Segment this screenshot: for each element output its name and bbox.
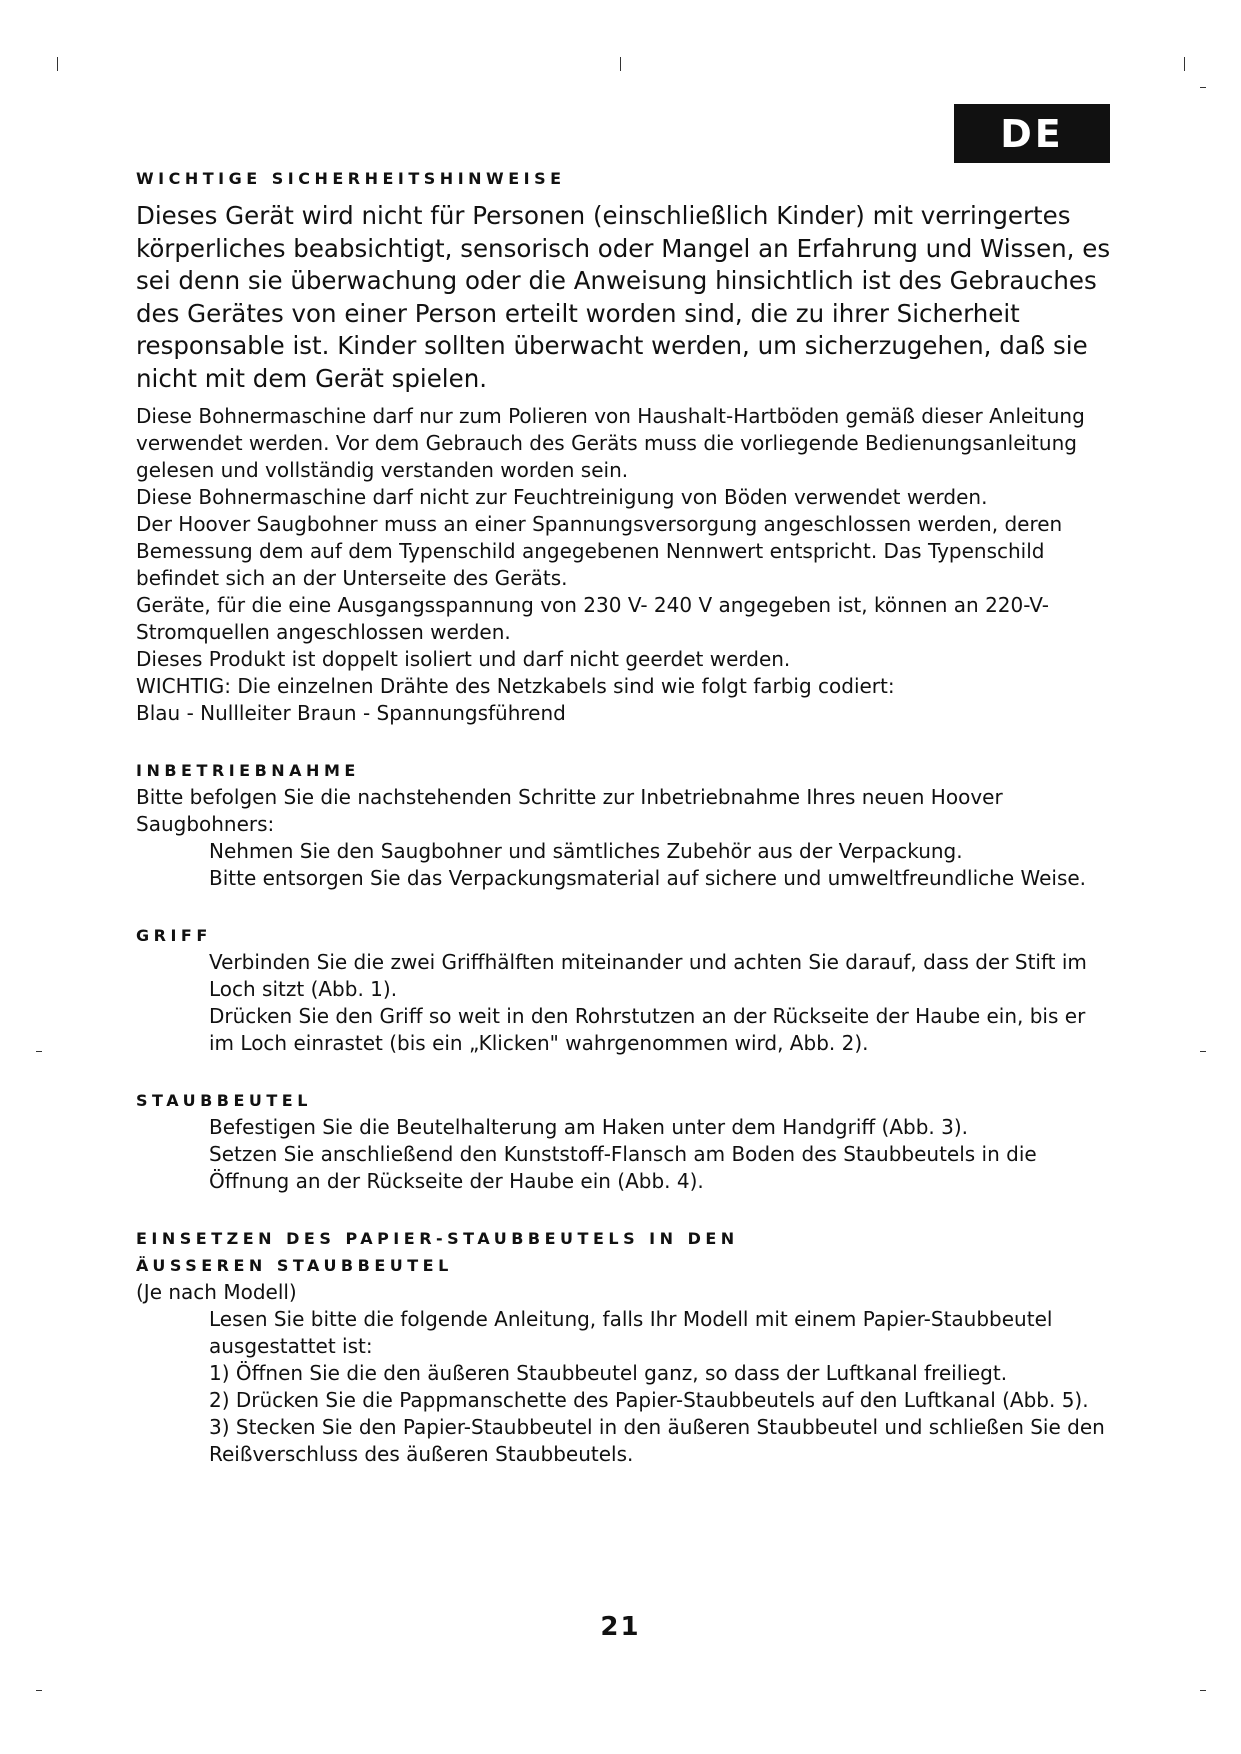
einsetzen-note: (Je nach Modell) [136,1280,297,1304]
safety-heading: WICHTIGE SICHERHEITSHINWEISE [136,169,566,188]
crop-mark [36,1690,42,1691]
safety-paragraph: WICHTIG: Die einzelnen Drähte des Netzkabels sind wie folgt farbig codiert: [136,674,895,698]
inbetriebnahme-text: Bitte befolgen Sie die nachstehenden Schritte zur Inbetriebnahme Ihres neuen Hoover Saugbohners: [136,785,1003,836]
einsetzen-heading-line2: ÄUSSEREN STAUBBEUTEL [136,1256,453,1275]
griff-item: Verbinden Sie die zwei Griffhälften miteinander und achten Sie darauf, dass der Stift im Loch sitzt (Abb. 1). [209,950,1087,1001]
inbetriebnahme-item: Bitte entsorgen Sie das Verpackungsmaterial auf sichere und umweltfreundliche Weise. [209,866,1087,890]
safety-paragraph: Blau - Nullleiter Braun - Spannungsführend [136,701,566,725]
section-inbetriebnahme [136,757,1116,892]
einsetzen-item: 3) Stecken Sie den Papier-Staubbeutel in den äußeren Staubbeutel und schließen Sie den Reißverschluss des äußeren Staubbeutels. [209,1415,1105,1466]
staubbeutel-item: Setzen Sie anschließend den Kunststoff-Flansch am Boden des Staubbeutels in die Öffnung an der Rückseite der Haube ein (Abb. 4). [209,1142,1037,1193]
crop-mark [1200,1051,1206,1052]
crop-mark [1184,57,1185,71]
staubbeutel-item: Befestigen Sie die Beutelhalterung am Haken unter dem Handgriff (Abb. 3). [209,1115,968,1139]
safety-intro: Dieses Gerät wird nicht für Personen (einschließlich Kinder) mit verringertes körperliches beabsichtigt, sensorisch oder Mangel an Erfahrung und Wissen, es sei denn sie überwachung oder die Anweisung hinsichtlich ist des Gebrauches des Gerätes von einer Person erteilt worden sind, die zu ihrer Sicherheit responsable ist. Kinder sollten überwacht werden, um sicherzugehen, daß sie nicht mit dem Gerät spielen. [136,201,1111,393]
section-einsetzen [136,1225,1116,1468]
crop-mark [36,1051,42,1052]
crop-mark [57,57,58,71]
einsetzen-item: 1) Öffnen Sie die den äußeren Staubbeutel ganz, so dass der Luftkanal freiliegt. [209,1361,1008,1385]
crop-mark [620,57,621,71]
inbetriebnahme-heading: INBETRIEBNAHME [136,761,360,780]
safety-paragraph: Diese Bohnermaschine darf nicht zur Feuchtreinigung von Böden verwendet werden. [136,485,988,509]
page-number: 21 [600,1612,641,1642]
section-staubbeutel [136,1087,1116,1195]
safety-paragraphs [136,403,1116,727]
einsetzen-heading-line1: EINSETZEN DES PAPIER-STAUBBEUTELS IN DEN [136,1229,739,1248]
safety-paragraph: Dieses Produkt ist doppelt isoliert und darf nicht geerdet werden. [136,647,791,671]
staubbeutel-heading: STAUBBEUTEL [136,1091,312,1110]
safety-paragraph: Der Hoover Saugbohner muss an einer Spannungsversorgung angeschlossen werden, deren Bemessung dem auf dem Typenschild angegebenen Nennwert entspricht. Das Typenschild befindet sich an der Unterseite des Geräts. [136,512,1063,590]
page-content [136,165,1116,1468]
griff-heading: GRIFF [136,926,212,945]
language-badge: DE [954,104,1110,163]
safety-paragraph: Diese Bohnermaschine darf nur zum Polieren von Haushalt-Hartböden gemäß dieser Anleitung verwendet werden. Vor dem Gebrauch des Geräts muss die vorliegende Bedienungsanleitung gelesen und vollständig verstanden worden sein. [136,404,1085,482]
section-griff [136,922,1116,1057]
einsetzen-item: 2) Drücken Sie die Pappmanschette des Papier-Staubbeutels auf den Luftkanal (Abb. 5). [209,1388,1089,1412]
einsetzen-item: Lesen Sie bitte die folgende Anleitung, falls Ihr Modell mit einem Papier-Staubbeutel ausgestattet ist: [209,1307,1053,1358]
crop-mark [1200,1690,1206,1691]
griff-item: Drücken Sie den Griff so weit in den Rohrstutzen an der Rückseite der Haube ein, bis er im Loch einrastet (bis ein „Klicken" wahrgenommen wird, Abb. 2). [209,1004,1086,1055]
crop-mark [1200,87,1206,88]
inbetriebnahme-item: Nehmen Sie den Saugbohner und sämtliches Zubehör aus der Verpackung. [209,839,963,863]
safety-paragraph: Geräte, für die eine Ausgangsspannung von 230 V- 240 V angegeben ist, können an 220-V-Stromquellen angeschlossen werden. [136,593,1050,644]
